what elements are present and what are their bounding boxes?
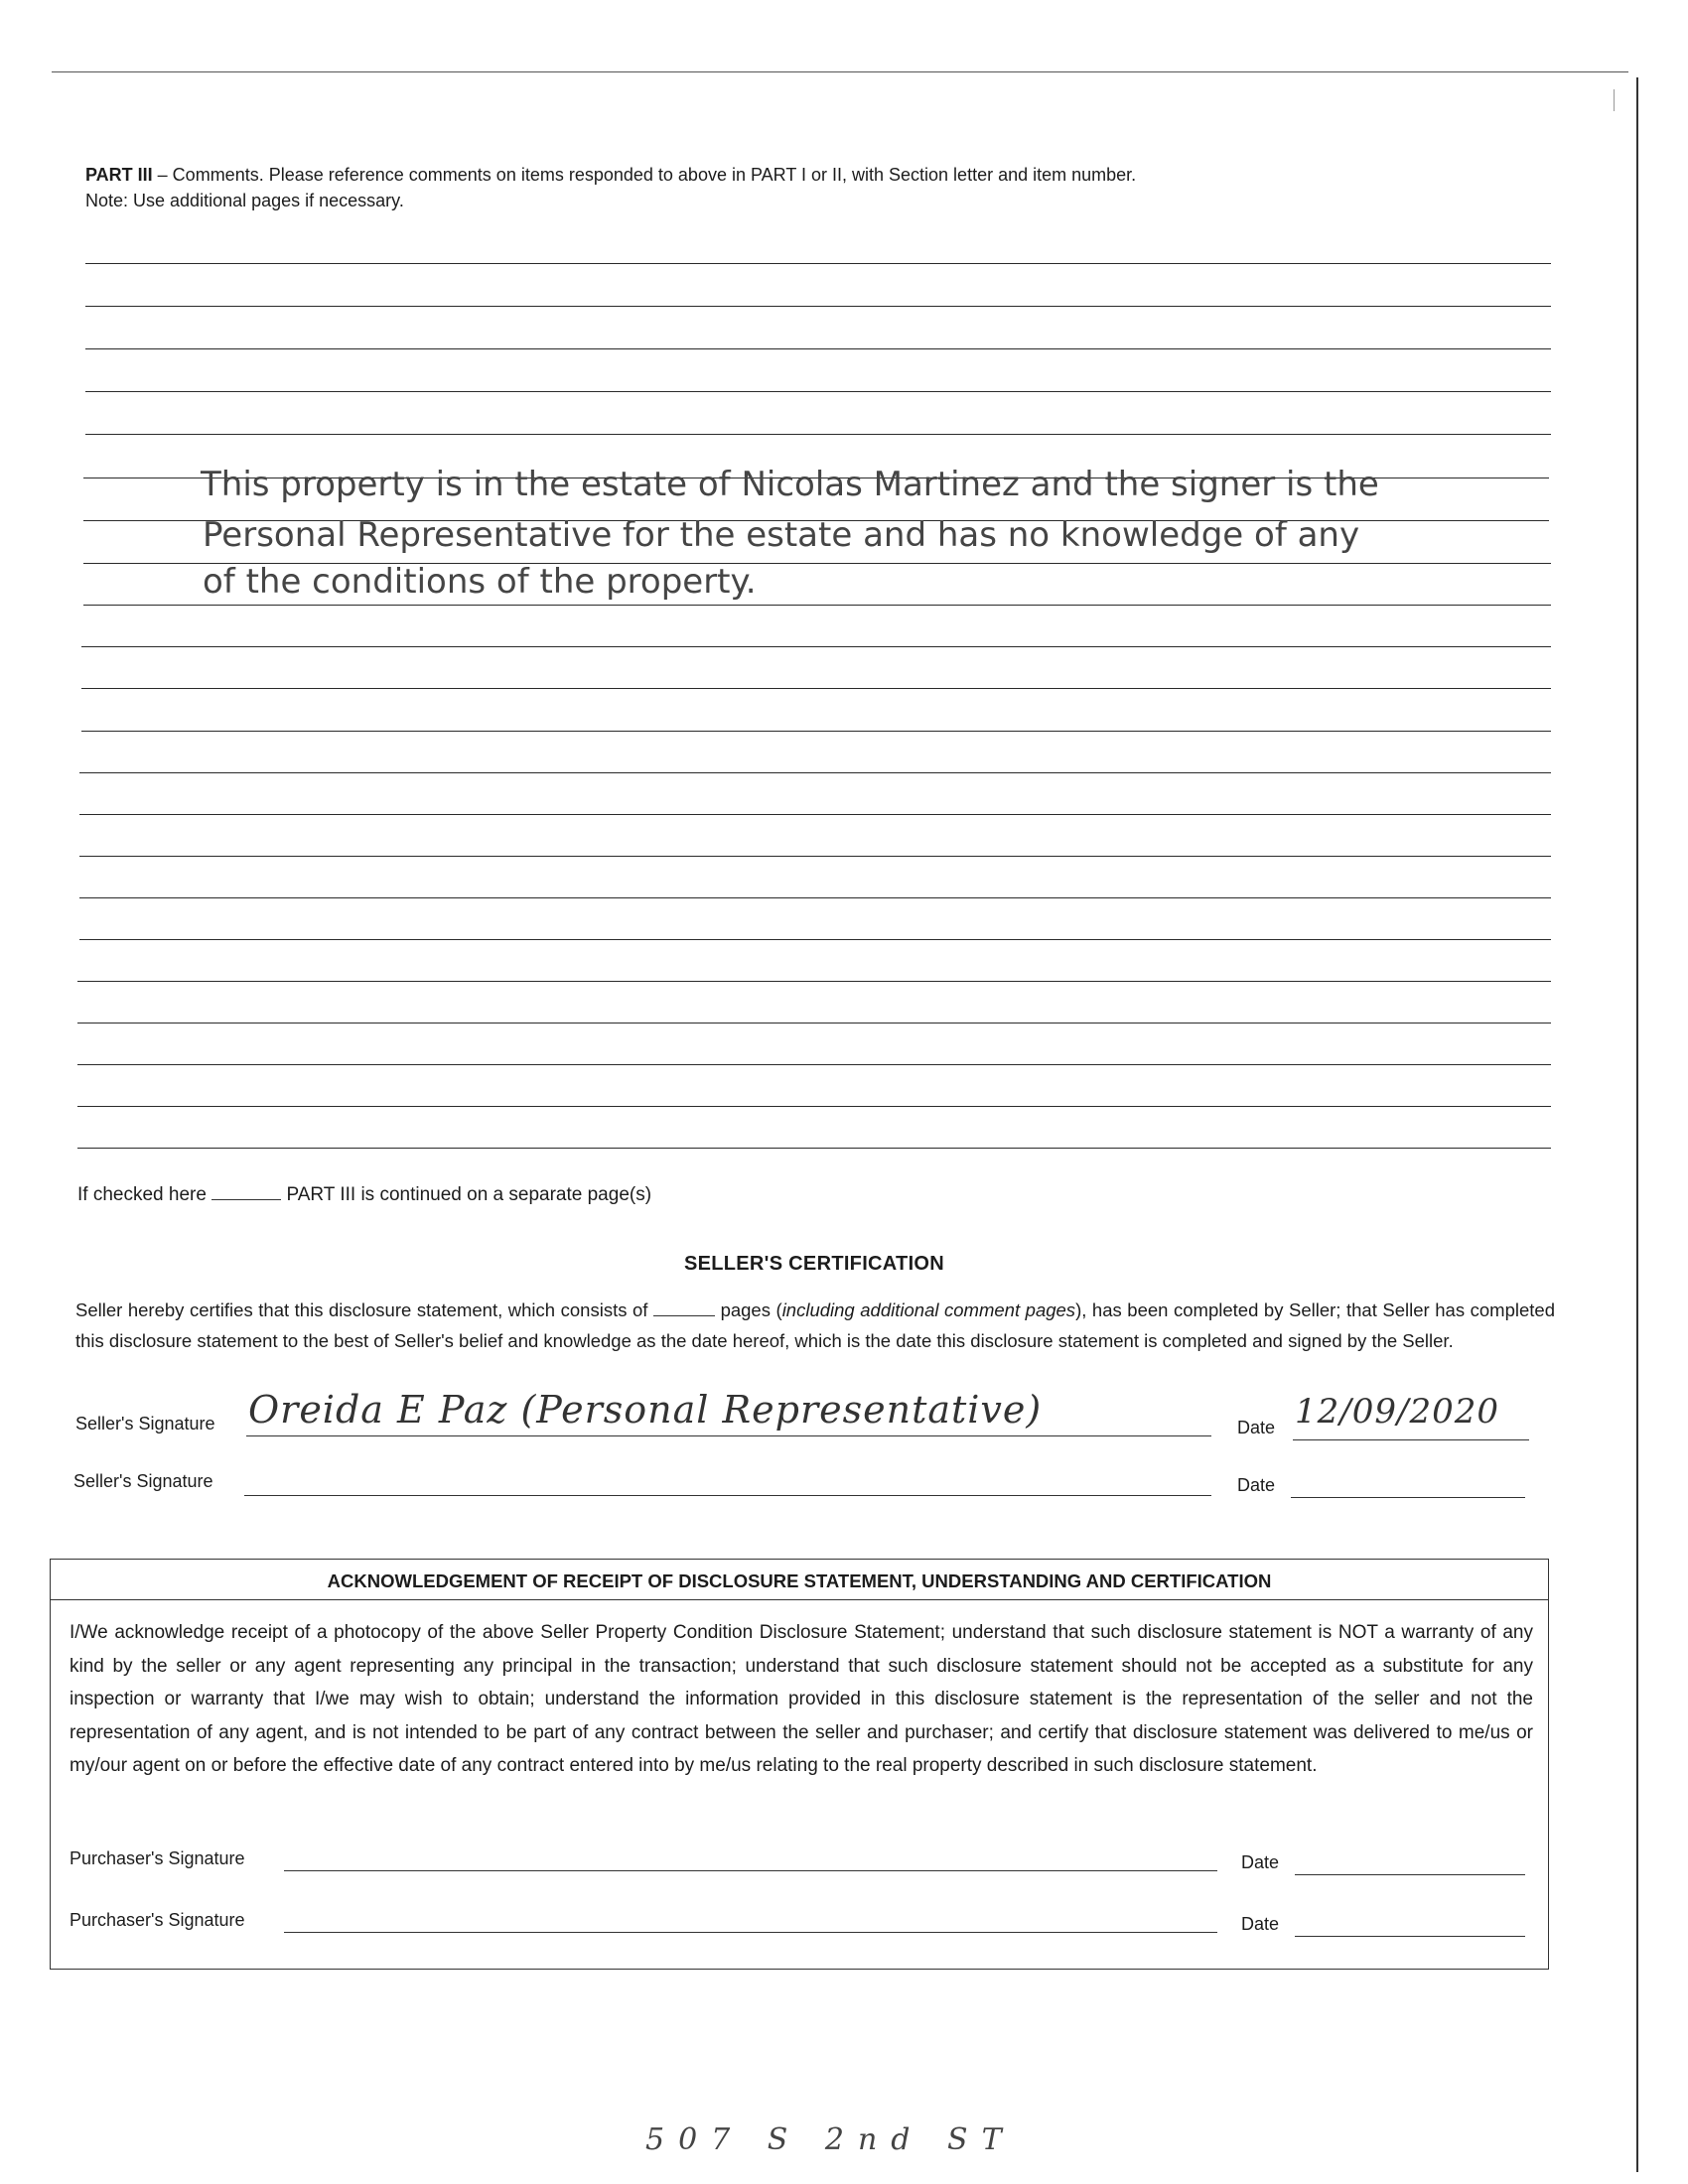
part3-title [85,165,1416,186]
seller-date-label-2: Date [1237,1475,1276,1495]
acknowledgement-heading: ACKNOWLEDGEMENT OF RECEIPT OF DISCLOSURE STATEMENT, UNDERSTANDING AND CERTIFICATION [327,1570,1272,1591]
part3-note: Note: Use additional pages if necessary. [85,191,404,210]
certification-text-part2: pages ( [715,1299,782,1320]
comment-text-line-3: of the conditions of the property. [203,562,757,602]
continued-suffix: PART III is continued on a separate page(s) [286,1184,652,1205]
certification-heading: SELLER'S CERTIFICATION [683,1253,945,1275]
purchaser-signature-label-2: Purchaser's Signature [70,1910,245,1930]
seller-signature-line-2[interactable] [244,1495,1211,1496]
comment-line [85,434,1551,435]
seller-date-line-1[interactable] [1293,1439,1529,1440]
edge-mark [1614,89,1615,111]
continued-prefix: If checked here [77,1184,207,1205]
continued-note [77,1183,651,1206]
comment-line [77,1023,1551,1024]
certification-text-italic: including additional comment pages [781,1299,1076,1320]
purchaser-signature-line-1[interactable] [284,1870,1217,1871]
comment-line [79,814,1551,815]
purchaser-date-line-1[interactable] [1295,1874,1525,1875]
comment-line [85,306,1551,307]
purchaser-date-line-2[interactable] [1295,1936,1525,1937]
seller-date-1: 12/09/2020 [1295,1392,1499,1432]
certification-text-part1: Seller hereby certifies that this disclosure statement, which consists of [75,1299,648,1320]
comment-line [85,348,1551,349]
purchaser-date-label-2: Date [1241,1914,1280,1934]
comment-text-line-2: Personal Representative for the estate and has no knowledge of any [203,515,1360,555]
page-count-blank[interactable] [653,1299,715,1316]
top-rule [52,71,1628,72]
seller-signature-line-1[interactable] [246,1435,1211,1436]
comment-line [79,897,1551,898]
comment-line [79,856,1551,857]
seller-signature-label-1: Seller's Signature [75,1414,215,1433]
comment-text-line-1: This property is in the estate of Nicolas Martinez and the signer is the [201,465,1379,504]
seller-signature-1: Oreida E Paz (Personal Representative) [248,1388,1043,1432]
comment-line [77,1106,1551,1107]
comment-line [81,731,1551,732]
comment-line [85,263,1551,264]
purchaser-signature-label-1: Purchaser's Signature [70,1848,245,1868]
part3-label: PART III [85,165,153,185]
comment-line [79,939,1551,940]
certification-text-part3: ), has been completed by Seller; that Seller has completed this disclosure statement to the best of Seller's belief and knowledge as the date hereof, which is the date this disclosure statement is completed and signed by the Seller. [75,1299,1555,1351]
certification-text [75,1295,1555,1356]
comment-line [77,1064,1551,1065]
comment-line [83,605,1551,606]
continued-check-blank[interactable] [211,1183,281,1200]
part3-instructions: – Comments. Please reference comments on items responded to above in PART I or II, with Section letter and item number. [152,165,1137,185]
comment-line [81,646,1551,647]
page-edge [1636,77,1638,2172]
comment-line [77,1148,1551,1149]
comment-line [79,772,1551,773]
acknowledgement-text: I/We acknowledge receipt of a photocopy of the above Seller Property Condition Disclosure Statement; understand that such disclosure statement is NOT a warranty of any kind by the seller or any agent representing any principal in the transaction; understand that such disclosure statement should not be accepted as a substitute for any inspection or warranty that I/we may wish to obtain; understand the information provided in this disclosure statement is the representation of the seller and not the representation of any agent, and is not intended to be part of any contract between the seller and purchaser; and certify that disclosure statement was delivered to me/us or my/our agent on or before the effective date of any contract entered into by me/us relating to the real property described in such disclosure statement. [70,1622,1533,1776]
comment-line [77,981,1551,982]
purchaser-signature-line-2[interactable] [284,1932,1217,1933]
comment-line [85,391,1551,392]
purchaser-date-label-1: Date [1241,1852,1280,1872]
seller-date-label-1: Date [1237,1418,1276,1437]
comment-line [81,688,1551,689]
handwritten-address: 507 S 2nd ST [645,2122,1016,2157]
seller-signature-label-2: Seller's Signature [73,1471,213,1491]
acknowledgement-divider [50,1599,1549,1600]
seller-date-line-2[interactable] [1291,1497,1525,1498]
